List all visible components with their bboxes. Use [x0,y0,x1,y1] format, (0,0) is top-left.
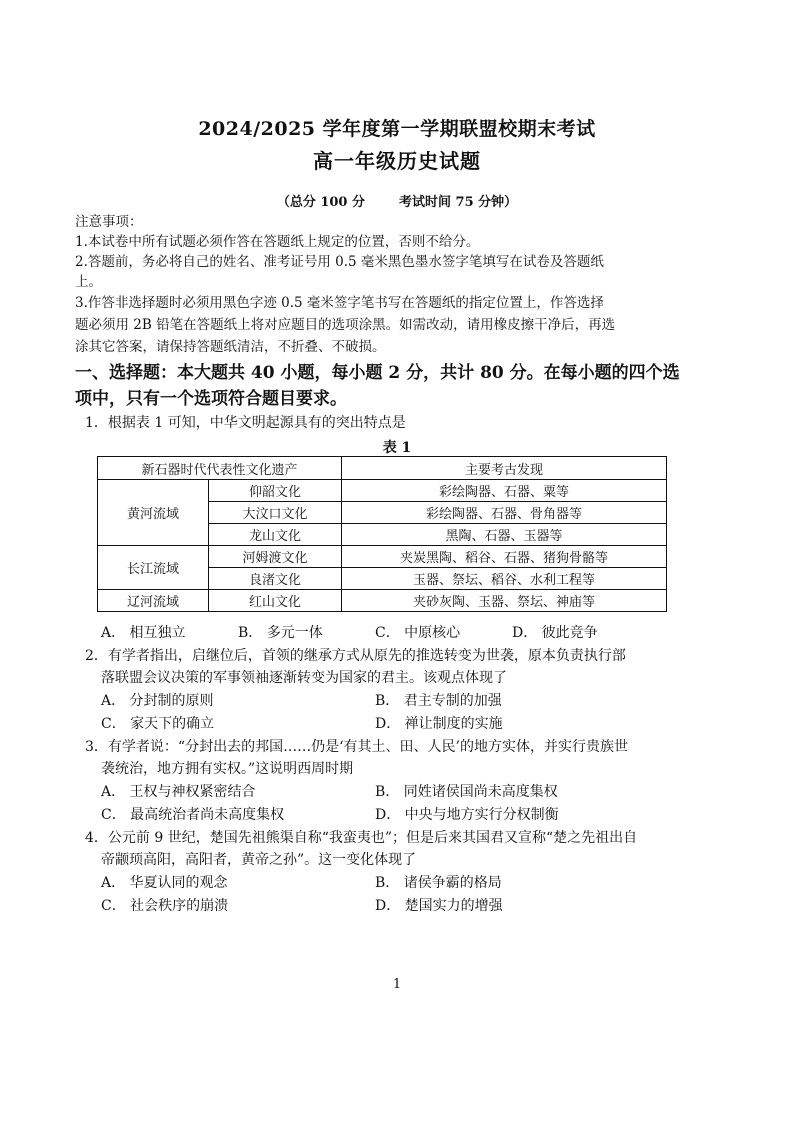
question-3-stem: 3．有学者说：“分封出去的邦国……仍是‘有其土、田、人民’的地方实体，并实行贵族世 [85,739,628,755]
q2-option-c: C． 家天下的确立 [101,716,215,732]
table-header-row [98,457,667,480]
finds-cell: 彩绘陶器、石器、骨角器等 [342,502,667,524]
q1-option-b: B． 多元一体 [238,625,323,641]
total-score: （总分 100 分 [276,195,366,210]
note-line: 题必须用 2B 铅笔在答题纸上将对应题目的选项涂黑。如需改动，请用橡皮擦干净后，再选 [75,317,616,333]
q4-option-b: B． 诸侯争霸的格局 [375,875,502,891]
culture-cell: 大汶口文化 [209,502,342,524]
exam-title: 2024/2025 学年度第一学期联盟校期末考试 [198,118,596,140]
finds-cell: 夹砂灰陶、玉器、祭坛、神庙等 [342,590,667,612]
finds-cell: 夹炭黑陶、稻谷、石器、猪狗骨骼等 [342,546,667,568]
q2-option-a: A． 分封制的原则 [101,693,214,709]
q3-option-d: D． 中央与地方实行分权制衡 [375,807,559,823]
notes-heading: 注意事项： [75,214,143,230]
q2-option-d: D． 禅让制度的实施 [375,716,503,732]
q3-option-c: C． 最高统治者尚未高度集权 [101,807,285,823]
note-line: 上。 [75,274,102,290]
question-2-stem-cont: 落联盟会议决策的军事领袖逐渐转变为国家的君主。该观点体现了 [101,670,507,686]
q2-option-b: B． 君主专制的加强 [375,693,502,709]
question-4-stem: 4．公元前 9 世纪，楚国先祖熊渠自称“我蛮夷也”；但是后来其国君又宣称“楚之先祖出自 [85,830,638,846]
question-4-stem-cont: 帝颛顼高阳，高阳者，黄帝之孙”。这一变化体现了 [101,852,417,868]
note-line: 涂其它答案，请保持答题纸清洁，不折叠、不破损。 [75,339,386,355]
q1-option-a: A． 相互独立 [101,625,186,641]
table-row [98,546,667,568]
table-caption: 表 1 [382,440,412,456]
note-line: 1.本试卷中所有试题必须作答在答题纸上规定的位置，否则不给分。 [75,234,480,250]
question-2-stem: 2．有学者指出，启继位后，首领的继承方式从原先的推选转变为世袭，原本负责执行部 [85,648,626,664]
region-cell: 长江流域 [98,546,209,590]
exam-info [0,191,794,210]
region-cell: 黄河流域 [98,480,209,546]
q3-option-a: A． 王权与神权紧密结合 [101,784,256,800]
exam-subject-title: 高一年级历史试题 [313,149,481,173]
finds-cell: 彩绘陶器、石器、粟等 [342,480,667,502]
region-cell: 辽河流域 [98,590,209,612]
q1-option-d: D． 彼此竞争 [512,625,598,641]
note-line: 2.答题前，务必将自己的姓名、准考证号用 0.5 毫米黑色墨水签字笔填写在试卷及答题纸 [75,254,604,270]
culture-cell: 河姆渡文化 [209,546,342,568]
finds-cell: 玉器、祭坛、稻谷、水利工程等 [342,568,667,590]
culture-cell: 仰韶文化 [209,480,342,502]
q4-option-d: D． 楚国实力的增强 [375,898,503,914]
culture-cell: 龙山文化 [209,524,342,546]
q3-option-b: B． 同姓诸侯国尚未高度集权 [375,784,558,800]
section-heading-cont: 项中，只有一个选项符合题目要求。 [75,389,347,409]
exam-time: 考试时间 75 分钟） [399,195,518,210]
question-1-stem: 1．根据表 1 可知，中华文明起源具有的突出特点是 [85,415,406,431]
q1-option-c: C． 中原核心 [375,625,461,641]
q4-option-a: A． 华夏认同的观念 [101,875,228,891]
archaeology-table [97,456,667,612]
q4-option-c: C． 社会秩序的崩溃 [101,898,229,914]
table-header-left: 新石器时代代表性文化遗产 [98,457,342,480]
note-line: 3.作答非选择题时必须用黑色字迹 0.5 毫米签字笔书写在答题纸的指定位置上，作答选择 [75,295,604,311]
culture-cell: 红山文化 [209,590,342,612]
culture-cell: 良渚文化 [209,568,342,590]
question-3-stem-cont: 袭统治，地方拥有实权。”这说明西周时期 [101,761,354,777]
table-row [98,480,667,502]
section-heading: 一、选择题：本大题共 40 小题，每小题 2 分，共计 80 分。在每小题的四个选 [75,363,680,383]
table-row [98,590,667,612]
page-number: 1 [392,977,402,992]
table-header-right: 主要考古发现 [342,457,667,480]
finds-cell: 黑陶、石器、玉器等 [342,524,667,546]
